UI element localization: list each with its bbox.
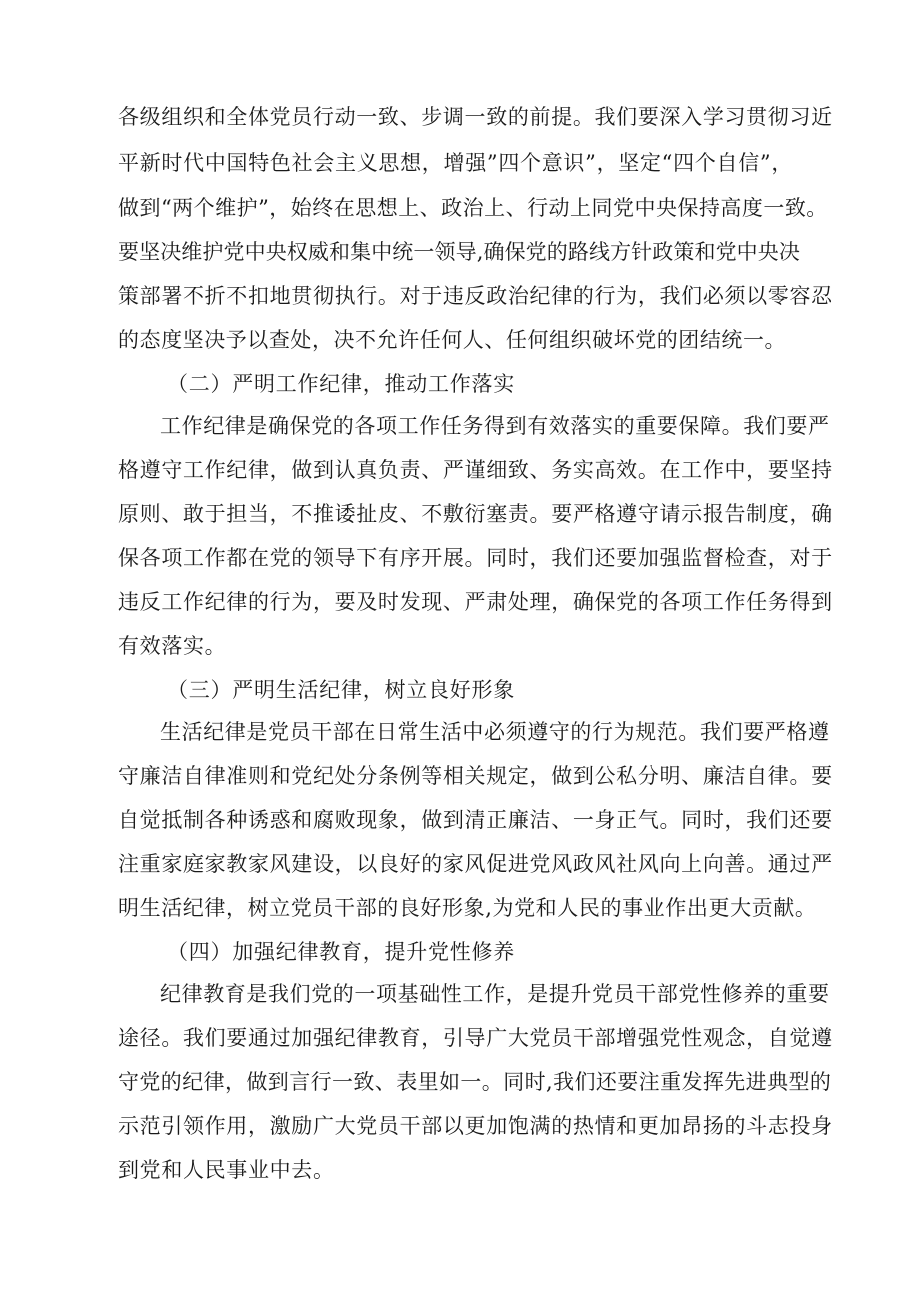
text-line: 平新时代中国特色社会主义思想，增强”四个意识”，坚定“四个自信”，: [118, 151, 794, 175]
text-line: 守党的纪律，做到言行一致、表里如一。同时,我们还要注重发挥先进典型的: [118, 1070, 832, 1094]
text-line: 自觉抵制各种诱惑和腐败现象，做到清正廉洁、一身正气。同时，我们还要: [118, 808, 833, 832]
text-line: 守廉洁自律准则和党纪处分条例等相关规定，做到公私分明、廉洁自律。要: [118, 764, 833, 788]
text-line: 工作纪律是确保党的各项工作任务得到有效落实的重要保障。我们要严: [160, 414, 830, 438]
section-heading: （二）严明工作纪律，推动工作落实: [167, 372, 515, 396]
text-line: 生活纪律是党员干部在日常生活中必须遵守的行为规范。我们要严格遵: [160, 720, 830, 744]
text-line: 格遵守工作纪律，做到认真负责、严谨细致、务实高效。在工作中，要坚持: [118, 458, 833, 482]
text-line: 的态度坚决予以查处，决不允许任何人、任何组织破坏党的团结统一。: [118, 328, 787, 352]
text-line: 原则、敢于担当，不推诿扯皮、不敷衍塞责。要严格遵守请示报告制度，确: [118, 502, 833, 526]
text-line: 要坚决维护党中央权威和集中统一领导,确保党的路线方针政策和党中央决: [118, 240, 800, 264]
text-line: 做到“两个维护”，始终在思想上、政治上、行动上同党中央保持高度一致。: [118, 196, 828, 220]
text-line: 到党和人民事业中去。: [118, 1158, 335, 1182]
section-heading: （三）严明生活纪律，树立良好形象: [167, 678, 515, 702]
section-heading: （四）加强纪律教育，提升党性修养: [167, 940, 515, 964]
text-line: 途径。我们要通过加强纪律教育，引导广大党员干部增强党性观念，自觉遵: [118, 1026, 833, 1050]
text-line: 注重家庭家教家风建设，以良好的家风促进党风政风社风向上向善。通过严: [118, 852, 833, 876]
text-line: 各级组织和全体党员行动一致、步调一致的前提。我们要深入学习贯彻习近: [118, 105, 833, 129]
text-line: 有效落实。: [118, 634, 227, 658]
text-line: 违反工作纪律的行为，要及时发现、严肃处理，确保党的各项工作任务得到: [118, 590, 833, 614]
text-line: 示范引领作用，激励广大党员干部以更加饱满的热情和更加昂扬的斗志投身: [118, 1114, 833, 1138]
text-line: 明生活纪律，树立党员干部的良好形象,为党和人民的事业作出更大贡献。: [118, 896, 817, 920]
text-line: 保各项工作都在党的领导下有序开展。同时，我们还要加强监督检查，对于: [118, 546, 833, 570]
text-line: 纪律教育是我们党的一项基础性工作，是提升党员干部党性修养的重要: [160, 982, 830, 1006]
text-line: 策部署不折不扣地贯彻执行。对于违反政治纪律的行为，我们必须以零容忍: [118, 284, 833, 308]
